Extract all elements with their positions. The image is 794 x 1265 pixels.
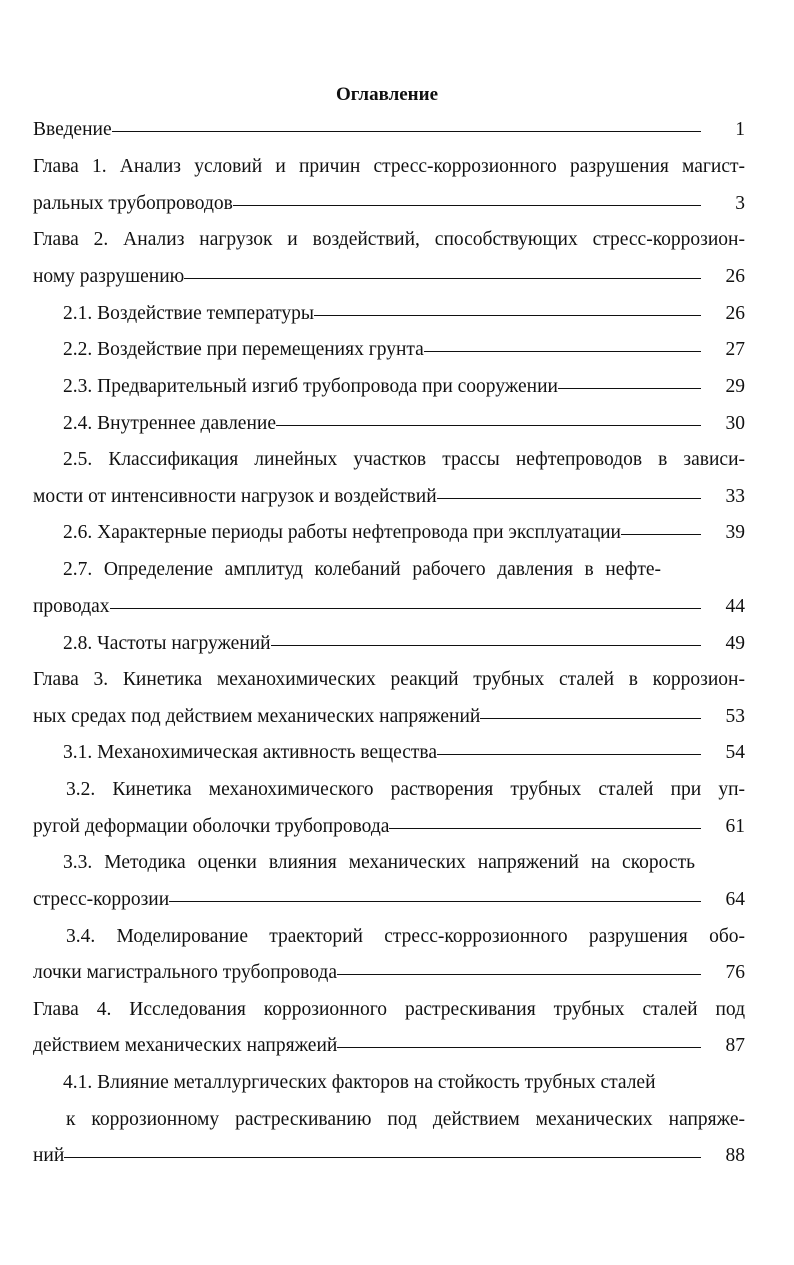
toc-entry-line: Глава 4. Исследования коррозионного растрескивания трубных сталей под (33, 999, 745, 1020)
dot-leader (314, 315, 701, 316)
page-number: 49 (725, 633, 745, 654)
toc-entry-2-5 (33, 486, 745, 516)
toc-entry-text: 2.2. Воздействие при перемещениях грунта (63, 339, 424, 360)
toc-entry-text: 2.3. Предварительный изгиб трубопровода при сооружении (63, 376, 558, 397)
dot-leader (480, 718, 701, 719)
toc-entry-text: 2.4. Внутреннее давление (63, 413, 276, 434)
dot-leader (271, 645, 701, 646)
dot-leader (389, 828, 701, 829)
dot-leader (558, 388, 701, 389)
dot-leader (424, 351, 701, 352)
page-number: 88 (725, 1145, 745, 1166)
dot-leader (110, 608, 701, 609)
toc-entry-line: 2.7. Определение амплитуд колебаний рабочего давления в нефте- (63, 559, 661, 580)
toc-entry-text: 2.1. Воздействие температуры (63, 303, 314, 324)
toc-entry-text: ругой деформации оболочки трубопровода (33, 816, 390, 837)
page-number: 29 (725, 376, 745, 397)
toc-entry-line: 3.2. Кинетика механохимического растворения трубных сталей при уп- (66, 779, 745, 800)
page-number: 53 (725, 706, 745, 727)
toc-entry-3-1 (63, 742, 745, 772)
toc-entry-2-7 (33, 596, 745, 626)
toc-entry-text: лочки магистрального трубопровода (33, 962, 337, 983)
dot-leader (112, 131, 701, 132)
toc-entry-2-3 (63, 376, 745, 406)
toc-entry-3-4 (33, 962, 745, 992)
toc-entry-line: Глава 2. Анализ нагрузок и воздействий, способствующих стресс-коррозион- (33, 229, 745, 250)
toc-entry-2-6 (63, 522, 745, 552)
page-number: 39 (725, 522, 745, 543)
toc-entry-text: Введение (33, 119, 112, 140)
toc-entry-line: 3.4. Моделирование траекторий стресс-коррозионного разрушения обо- (66, 926, 745, 947)
page-number: 54 (725, 742, 745, 763)
toc-entry-text: 2.8. Частоты нагружений (63, 633, 271, 654)
toc-entry-2-1 (63, 303, 745, 333)
toc-entry-introduction (33, 119, 745, 149)
dot-leader (184, 278, 701, 279)
toc-entry-3-3 (33, 889, 745, 919)
toc-entry-text: 3.1. Механохимическая активность вещества (63, 742, 438, 763)
dot-leader (437, 754, 701, 755)
toc-entry-line: 3.3. Методика оценки влияния механических напряжений на скорость (63, 852, 695, 873)
toc-entry-text: проводах (33, 596, 110, 617)
toc-entry-text: ний (33, 1145, 65, 1166)
dot-leader (233, 205, 701, 206)
dot-leader (437, 498, 701, 499)
page-number: 76 (725, 962, 745, 983)
toc-entry-text: действием механических напряжеий (33, 1035, 338, 1056)
toc-entry-chapter-4 (33, 1035, 745, 1065)
page-number: 44 (725, 596, 745, 617)
page-number: 64 (725, 889, 745, 910)
toc-entry-chapter-2 (33, 266, 745, 296)
toc-entry-2-4 (63, 413, 745, 443)
toc-entry-text: 2.6. Характерные периоды работы нефтепровода при эксплуатации (63, 522, 621, 543)
dot-leader (64, 1157, 701, 1158)
page-number: 26 (725, 266, 745, 287)
toc-entry-text: ральных трубопроводов (33, 193, 233, 214)
page-number: 27 (725, 339, 745, 360)
page-number: 26 (725, 303, 745, 324)
dot-leader (337, 974, 701, 975)
toc-entry-line: к коррозионному растрескиванию под действием механических напряже- (66, 1109, 745, 1130)
page-number: 1 (735, 119, 745, 140)
toc-entry-3-2 (33, 816, 745, 846)
dot-leader (621, 534, 701, 535)
toc-entry-chapter-1 (33, 193, 745, 223)
toc-entry-2-2 (63, 339, 745, 369)
toc-entry-text: мости от интенсивности нагрузок и воздействий (33, 486, 437, 507)
toc-entry-2-8 (63, 633, 745, 663)
toc-entry-line: 4.1. Влияние металлургических факторов на стойкость трубных сталей (63, 1072, 656, 1093)
page-number: 33 (725, 486, 745, 507)
toc-entry-line: Глава 1. Анализ условий и причин стресс-коррозионного разрушения магист- (33, 156, 745, 177)
page-number: 87 (725, 1035, 745, 1056)
page-number: 3 (735, 193, 745, 214)
page-title: Оглавление (335, 84, 439, 105)
page-number: 30 (725, 413, 745, 434)
toc-entry-text: ных средах под действием механических напряжений (33, 706, 481, 727)
dot-leader (337, 1047, 701, 1048)
page-number: 61 (725, 816, 745, 837)
toc-entry-4-1 (33, 1145, 745, 1175)
toc-entry-chapter-3 (33, 706, 745, 736)
toc-entry-text: стресс-коррозии (33, 889, 170, 910)
toc-entry-text: ному разрушению (33, 266, 185, 287)
dot-leader (276, 425, 701, 426)
toc-entry-line: Глава 3. Кинетика механохимических реакций трубных сталей в коррозион- (33, 669, 745, 690)
dot-leader (169, 901, 701, 902)
toc-entry-line: 2.5. Классификация линейных участков трассы нефтепроводов в зависи- (63, 449, 745, 470)
